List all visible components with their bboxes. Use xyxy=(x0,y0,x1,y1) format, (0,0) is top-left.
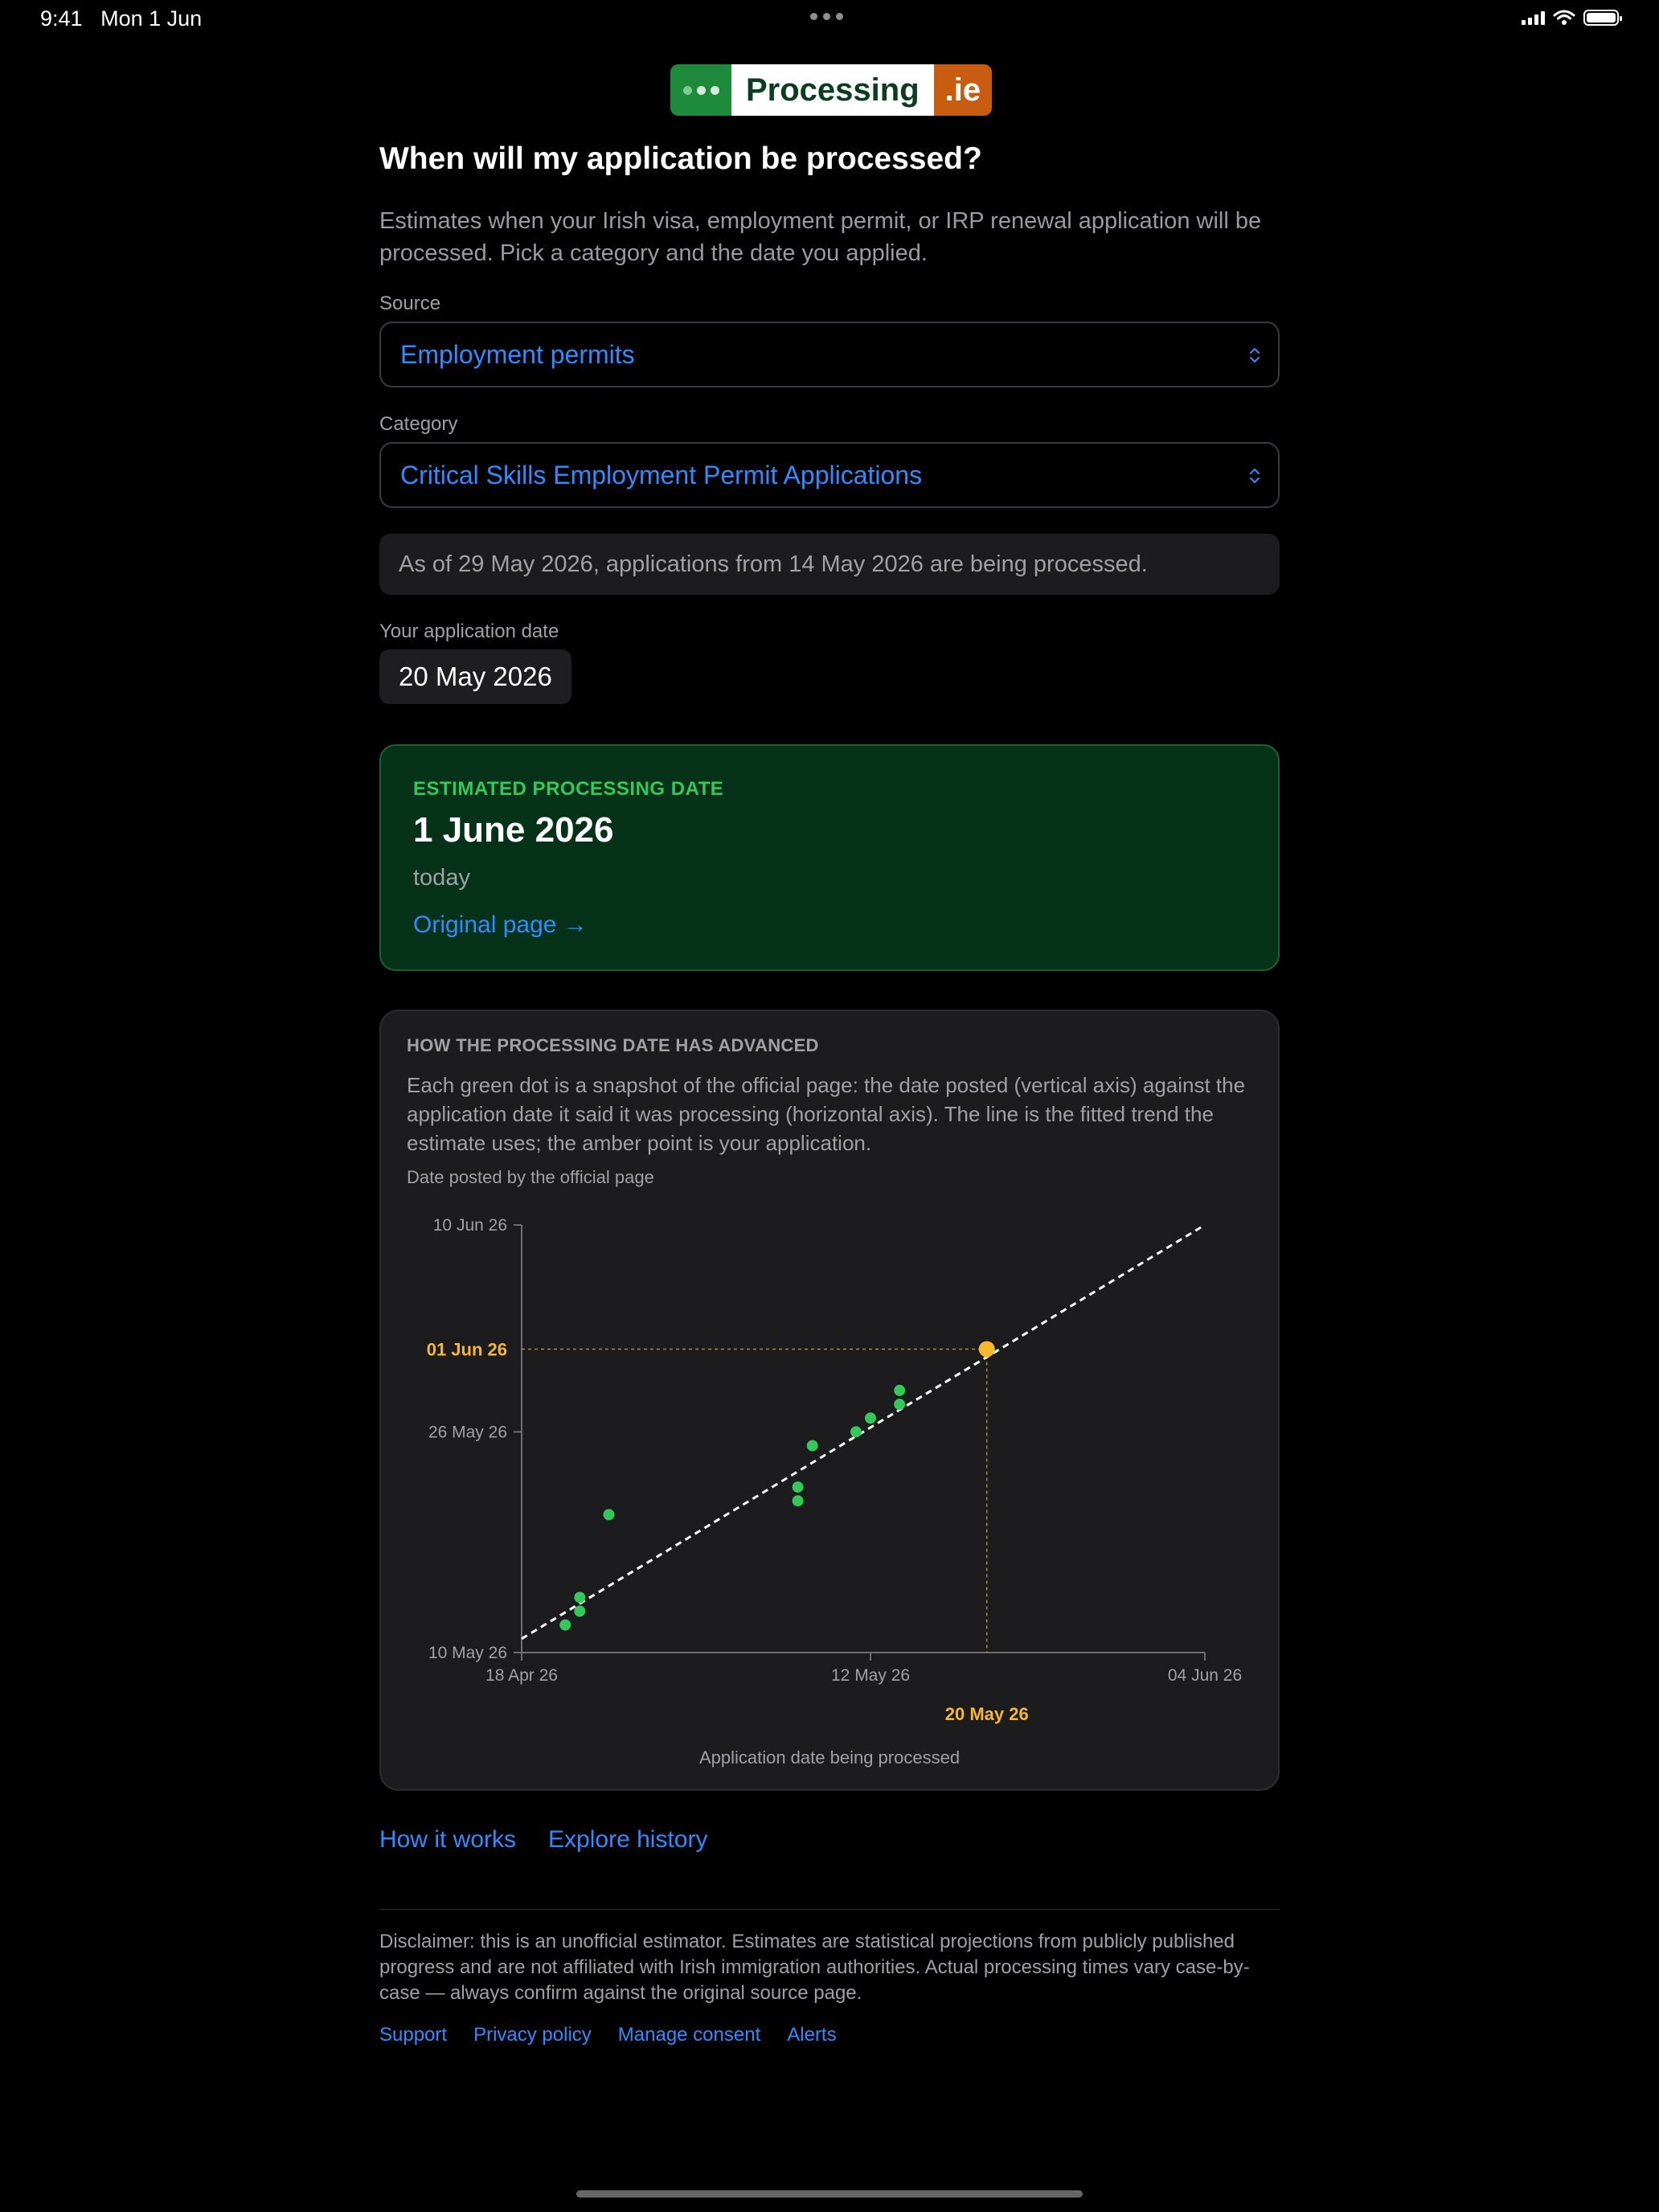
logo-tld: .ie xyxy=(934,64,992,116)
application-date-label: Your application date xyxy=(379,621,559,642)
data-point xyxy=(865,1412,876,1423)
x-tick-label: 12 May 26 xyxy=(831,1666,911,1685)
original-page-link[interactable]: Original page → xyxy=(413,911,588,938)
support-link[interactable]: Support xyxy=(379,2024,448,2046)
status-time: 9:41 Mon 1 Jun xyxy=(40,6,203,31)
category-select-value: Critical Skills Employment Permit Applications xyxy=(400,460,923,490)
battery-icon xyxy=(1583,10,1619,26)
estimate-label: ESTIMATED PROCESSING DATE xyxy=(413,778,724,800)
secondary-nav xyxy=(379,1826,707,1854)
highlight-x-label: 20 May 26 xyxy=(944,1704,1029,1724)
alerts-link[interactable]: Alerts xyxy=(787,2024,837,2046)
footer-links xyxy=(379,2024,837,2046)
source-select[interactable] xyxy=(379,322,1280,387)
page-title: When will my application be processed? xyxy=(379,141,982,176)
y-tick-label: 10 May 26 xyxy=(428,1644,507,1662)
y-tick-label: 26 May 26 xyxy=(428,1423,507,1442)
footer-divider xyxy=(379,1909,1280,1910)
x-tick-label: 04 Jun 26 xyxy=(1167,1666,1243,1685)
data-point xyxy=(793,1481,804,1493)
logo-name: Processing xyxy=(731,64,934,116)
estimate-date: 1 June 2026 xyxy=(413,810,614,850)
chart-description: Each green dot is a snapshot of the official page: the date posted (vertical axis) against the application date it said it was processing (horizontal axis). The line is the fitted trend the estimate uses; the amber point is your application. xyxy=(407,1073,1246,1155)
chart-title: HOW THE PROCESSING DATE HAS ADVANCED xyxy=(407,1035,819,1055)
manage-consent-link[interactable]: Manage consent xyxy=(617,2024,761,2046)
processing-notice: As of 29 May 2026, applications from 14 May 2026 are being processed. xyxy=(379,534,1280,595)
category-select[interactable] xyxy=(379,442,1280,508)
y-axis-label: Date posted by the official page xyxy=(407,1167,654,1187)
highlight-y-label: 01 Jun 26 xyxy=(426,1339,507,1360)
privacy-policy-link[interactable]: Privacy policy xyxy=(473,2024,592,2046)
logo-dots-icon xyxy=(670,64,731,116)
data-point xyxy=(574,1591,585,1603)
data-point xyxy=(807,1440,818,1452)
estimate-relative: today xyxy=(413,865,470,891)
estimate-card xyxy=(379,744,1280,971)
cellular-signal-icon xyxy=(1522,10,1545,25)
page-intro: Estimates when your Irish visa, employment permit, or IRP renewal application will be processed. Pick a category and the date you applied. xyxy=(379,208,1262,266)
data-point xyxy=(793,1495,804,1506)
processing-chart xyxy=(381,1011,1278,1789)
chevron-up-down-icon xyxy=(1249,466,1260,485)
how-it-works-link[interactable]: How it works xyxy=(379,1826,517,1853)
source-select-value: Employment permits xyxy=(400,339,635,369)
trend-line xyxy=(522,1225,1205,1639)
data-point xyxy=(559,1620,571,1631)
category-label: Category xyxy=(379,413,458,435)
highlight-point xyxy=(979,1341,995,1357)
status-indicators xyxy=(1522,10,1619,26)
y-tick-label: 10 Jun 26 xyxy=(432,1216,507,1235)
data-point xyxy=(850,1426,862,1437)
home-indicator[interactable] xyxy=(576,2190,1083,2198)
x-axis-label: Application date being processed xyxy=(698,1747,961,1768)
x-tick-label: 18 Apr 26 xyxy=(485,1666,558,1685)
explore-history-link[interactable]: Explore history xyxy=(548,1826,708,1853)
wifi-icon xyxy=(1553,10,1575,26)
data-point xyxy=(574,1606,585,1617)
data-point xyxy=(894,1399,905,1410)
status-bar xyxy=(0,0,1659,40)
disclaimer: Disclaimer: this is an unofficial estimator. Estimates are statistical projections from publicly published progress and are not affiliated with Irish immigration authorities. Actual processing times vary case-by-case — always confirm against the original source page. xyxy=(379,1931,1250,2004)
chart-card xyxy=(379,1010,1280,1791)
site-logo[interactable] xyxy=(670,64,992,116)
chevron-up-down-icon xyxy=(1249,346,1260,365)
data-point xyxy=(894,1385,905,1396)
application-date-picker[interactable]: 20 May 2026 xyxy=(379,649,571,704)
data-point xyxy=(604,1509,615,1520)
multitasking-dots-icon[interactable] xyxy=(810,13,843,20)
source-label: Source xyxy=(379,293,441,314)
